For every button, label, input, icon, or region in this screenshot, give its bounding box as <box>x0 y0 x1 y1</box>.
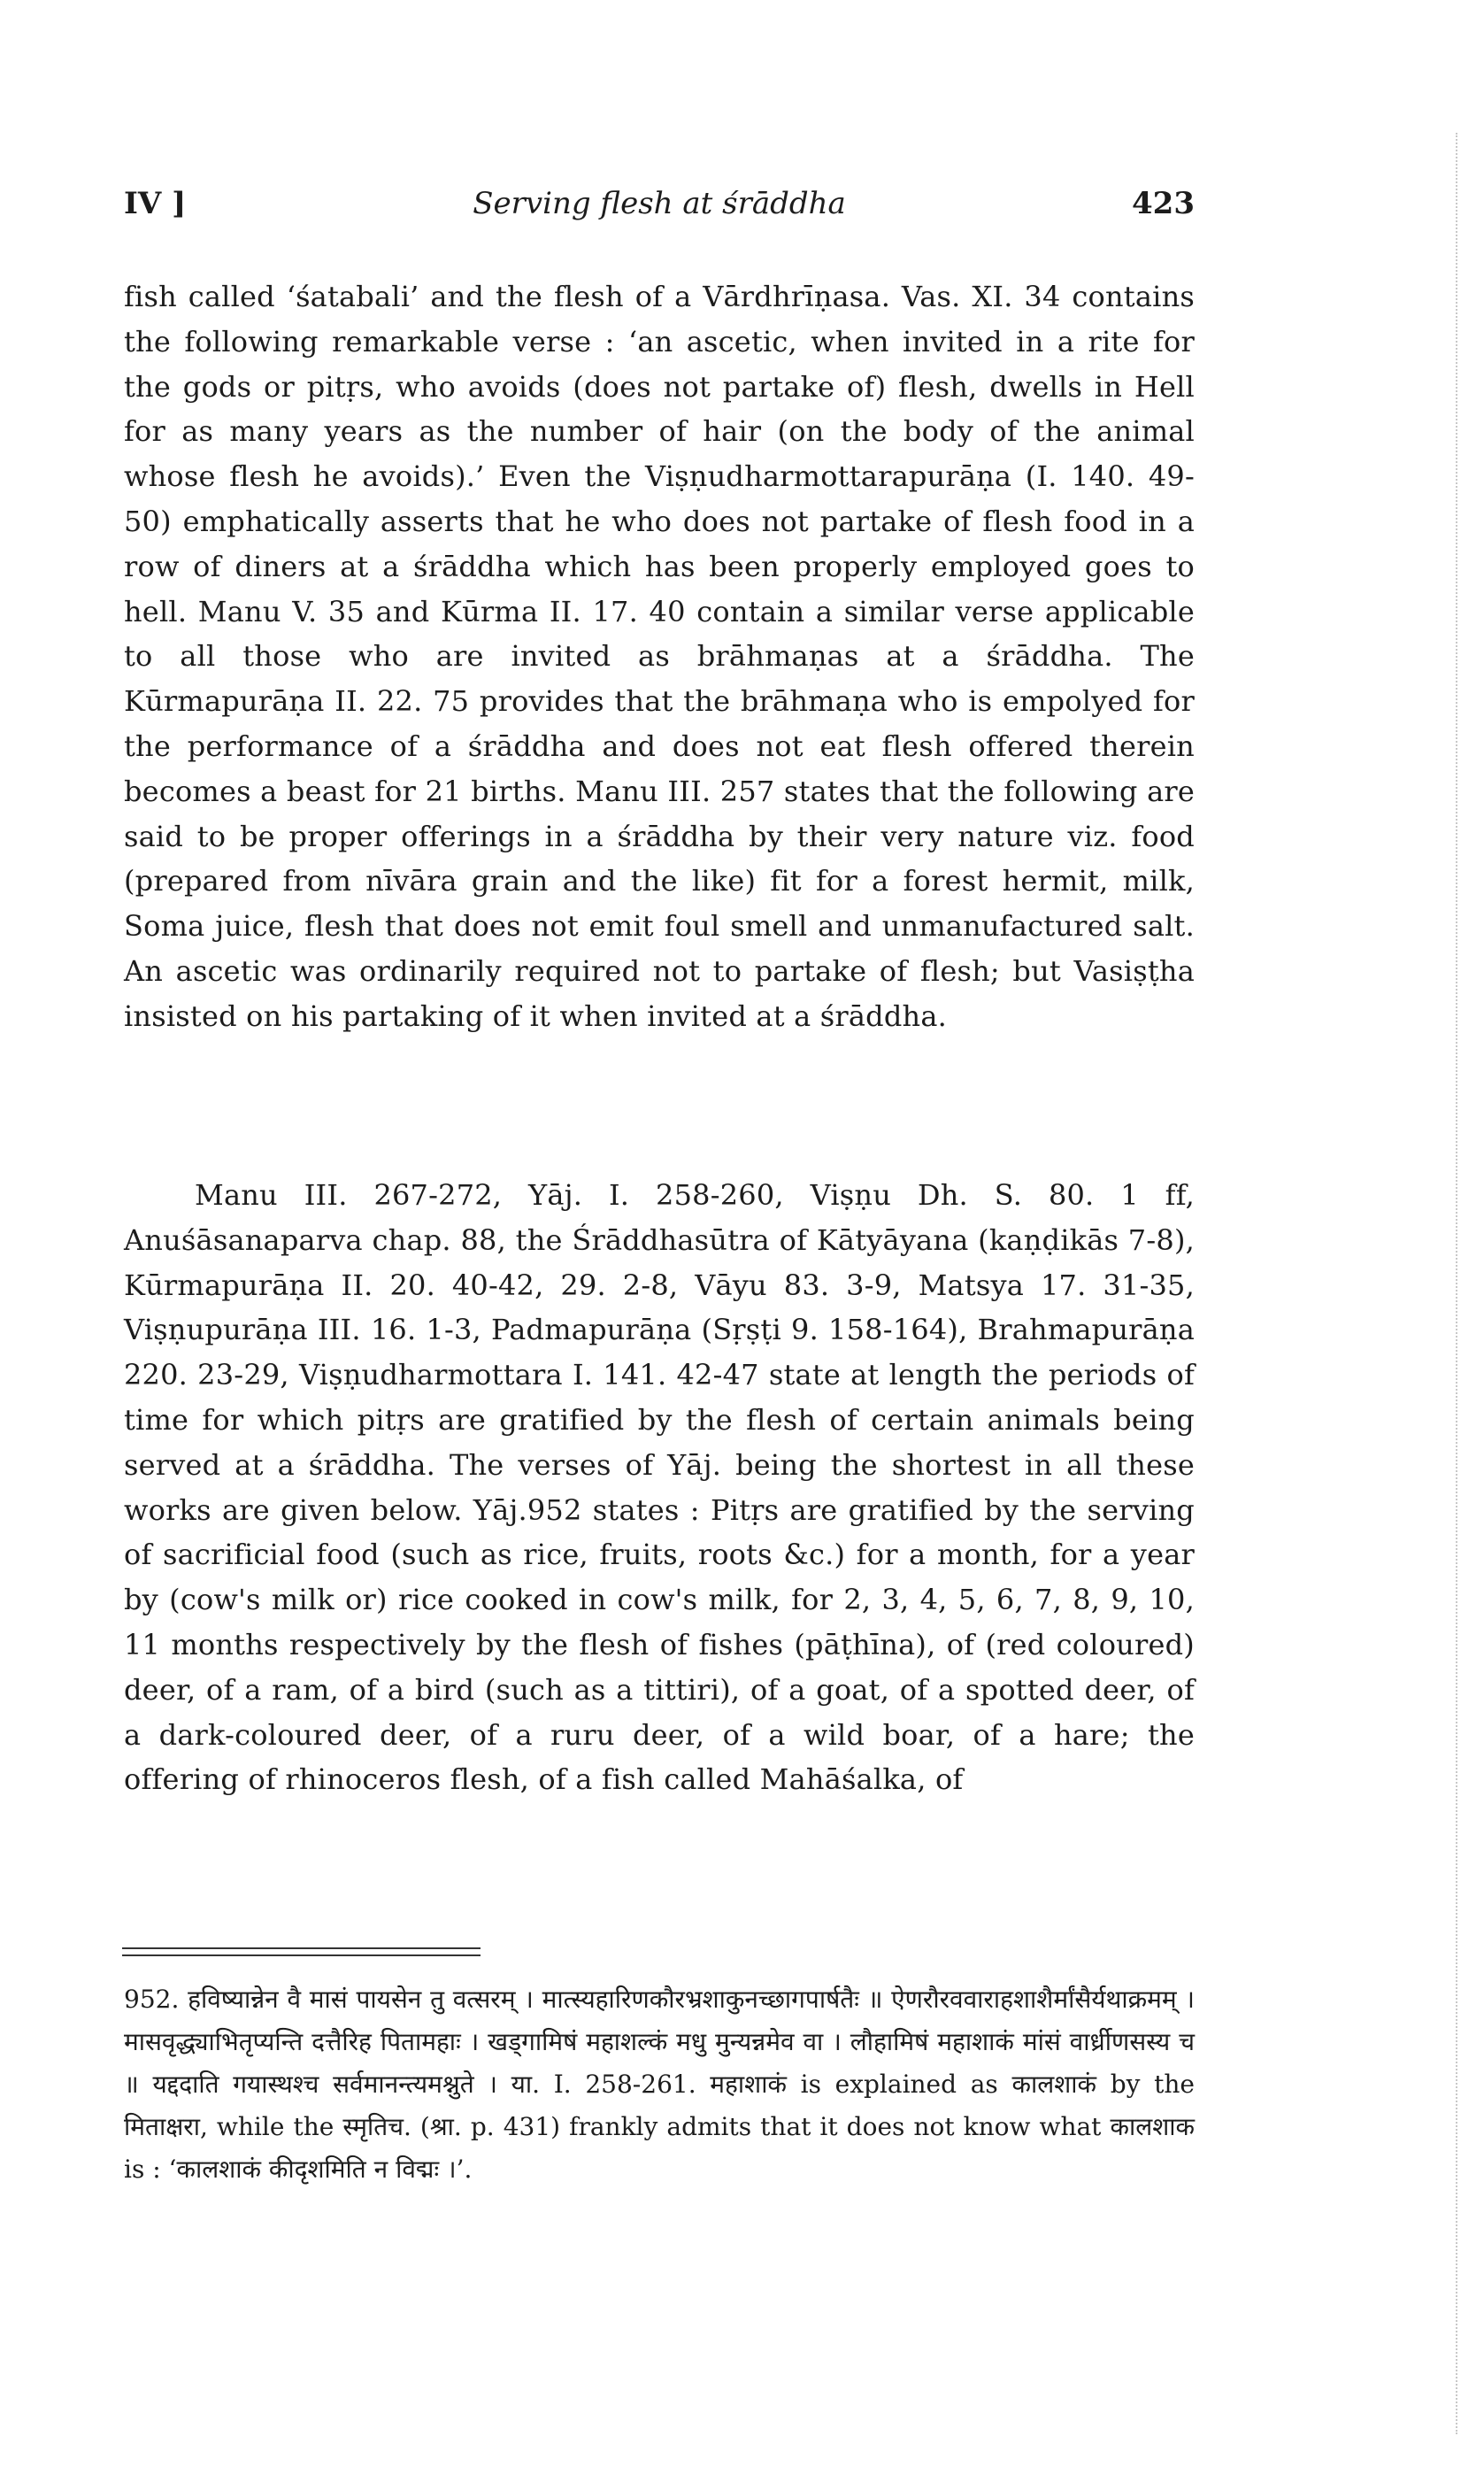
body-paragraph-1: fish called ‘śatabali’ and the flesh of a Vārdhrīṇasa. Vas. XI. 34 contains the following remarkable verse : ‘an ascetic, when invited in a rite for the gods or pitṛs, who avoids (does not partake of) flesh, dwells in Hell for as many years as the number of hair (on the body of the animal whose flesh he avoids).’ Even the Viṣṇudharmottarapurāṇa (I. 140. 49-50) emphatically asserts that he who does not partake of flesh food in a row of diners at a śrāddha which has been properly employed goes to hell. Manu V. 35 and Kūrma II. 17. 40 contain a similar verse applicable to all those who are invited as brāhmaṇas at a śrāddha. The Kūrmapurāṇa II. 22. 75 provides that the brāhmaṇa who is empolyed for the performance of a śrāddha and does not eat flesh offered therein becomes a beast for 21 births. Manu III. 257 states that the following are said to be proper offerings in a śrāddha by their very nature viz. food (prepared from nīvāra grain and the like) fit for a forest hermit, milk, Soma juice, flesh that does not emit foul smell and unmanufactured salt. An ascetic was ordinarily required not to partake of flesh; but Vasiṣṭha insisted on his partaking of it when invited at a śrāddha. <box>124 280 1195 1033</box>
chapter-number: IV ] <box>124 186 187 221</box>
footnote-separator-rule-lower <box>122 1954 481 1956</box>
body-paragraph-2: Manu III. 267-272, Yāj. I. 258-260, Viṣṇu Dh. S. 80. 1 ff, Anuśāsanaparva chap. 88, the Śrāddhasūtra of Kātyāyana (kaṇḍikās 7-8), Kūrmapurāṇa II. 20. 40-42, 29. 2-8, Vāyu 83. 3-9, Matsya 17. 31-35, Viṣṇupurāṇa III. 16. 1-3, Padmapurāṇa (Sṛṣṭi 9. 158-164), Brahmapurāṇa 220. 23-29, Viṣṇudharmottara I. 141. 42-47 state at length the periods of time for which pitṛs are gratified by the flesh of certain animals being served at a śrāddha. The verses of Yāj. being the shortest in all these works are given below. Yāj.952 states : Pitṛs are gratified by the serving of sacrificial food (such as rice, fruits, roots &c.) for a month, for a year by (cow's milk or) rice cooked in cow's milk, for 2, 3, 4, 5, 6, 7, 8, 9, 10, 11 months respectively by the flesh of fishes (pāṭhīna), of (red coloured) deer, of a ram, of a bird (such as a tittiri), of a goat, of a spotted deer, of a dark-coloured deer, of a ruru deer, of a wild boar, of a hare; the offering of rhinoceros flesh, of a fish called Mahāśalka, of <box>124 1178 1195 1797</box>
footnote-952: 952. हविष्यान्नेन वै मासं पायसेन तु वत्सरम् । मात्स्यहारिणकौरभ्रशाकुनच्छागपार्षतैः ॥ ऐणरौरववाराहशाशैर्मांसैर्यथाक्रमम् । मासवृद्ध्याभितृप्यन्ति दत्तैरिह पितामहाः । खड्गामिषं महाशल्कं मधु मुन्यन्नमेव वा । लौहामिषं महाशाकं मांसं वार्ध्रीणसस्य च ॥ यद्ददाति गयास्थश्च सर्वमानन्त्यमश्नुते । या. I. 258-261. महाशाकं is explained as कालशाकं by the मिताक्षरा, while the स्मृतिच. (श्रा. p. 431) frankly admits that it does not know what कालशाक is : ‘कालशाकं कीदृशमिति न विद्मः ।’. <box>124 1985 1195 2184</box>
running-title: Serving flesh at śrāddha <box>473 186 846 221</box>
page-number: 423 <box>1132 186 1195 221</box>
margin-dotted-line <box>1456 133 1457 2434</box>
footnote-separator-rule <box>122 1947 481 1949</box>
running-header <box>124 186 1195 235</box>
